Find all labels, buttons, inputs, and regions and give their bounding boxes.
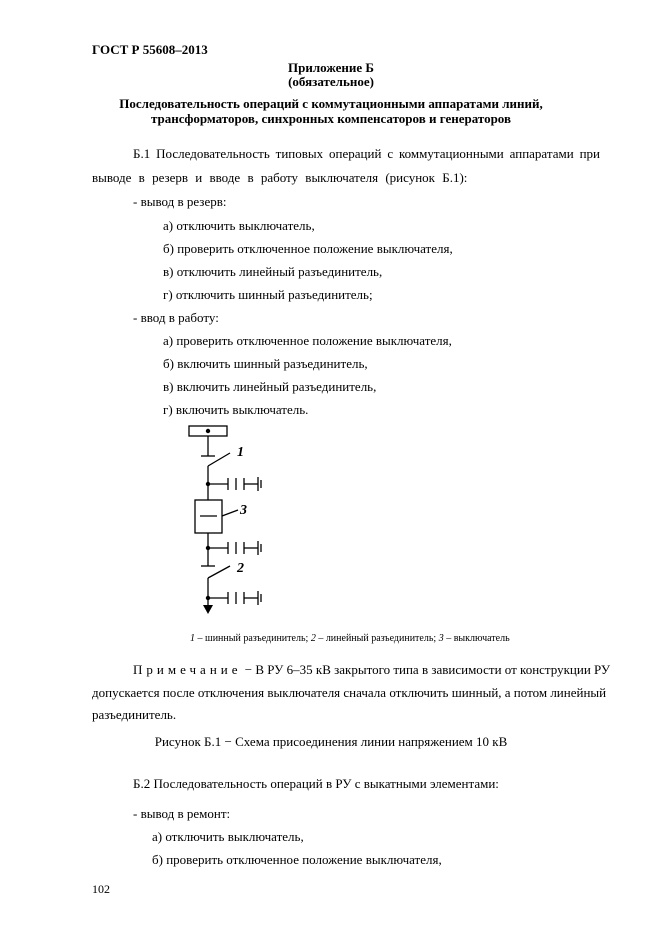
b1-intro-line2: выводе в резерв и вводе в работу выключателя (рисунок Б.1): [92,170,468,185]
page-number: 102 [92,882,110,896]
figure-label-3: 3 [240,503,247,518]
note-line3: разъединитель. [92,707,177,722]
legend-text-2: – линейный разъединитель; [315,633,439,644]
work-item-a: а) проверить отключенное положение выключателя, [163,333,452,348]
b2-intro: Б.2 Последовательность операций в РУ с выкатными элементами: [133,776,499,791]
busbar [189,426,227,436]
line-disconnector-blade [208,566,230,578]
figure-legend [190,633,510,644]
reserve-item-d: г) отключить шинный разъединитель; [163,287,373,302]
note-line2: допускается после отключения выключателя сначала отключить шинный, а потом линейный [92,685,607,700]
work-item-c: в) включить линейный разъединитель, [163,379,377,394]
repair-item-a: а) отключить выключатель, [152,829,304,844]
note-text-1: − В РУ 6–35 кВ закрытого типа в зависимости от конструкции РУ [241,662,611,677]
note-word: Примечание [133,662,242,677]
legend-num-1: 1 [190,633,195,644]
figure-label-2: 2 [237,561,244,576]
reserve-label: - вывод в резерв: [133,194,227,209]
figure-caption: Рисунок Б.1 − Схема присоединения линии напряжением 10 кВ [154,734,508,749]
figure-label-1: 1 [237,445,244,460]
repair-item-b: б) проверить отключенное положение выключателя, [152,852,442,867]
busbar-node [206,429,210,433]
reserve-item-c: в) отключить линейный разъединитель, [163,264,383,279]
legend-num-2: 2 [310,633,316,644]
bus-disconnector-blade [208,453,230,466]
b1-intro-line1: Б.1 Последовательность типовых операций с коммутационными аппаратами при [133,146,600,161]
reserve-item-a: а) отключить выключатель, [163,218,315,233]
line-arrow [203,605,213,614]
legend-text-3: – выключатель [443,633,510,644]
standard-number: ГОСТ Р 55608–2013 [92,42,208,57]
work-item-d: г) включить выключатель. [163,402,309,417]
appendix-heading-line2: трансформаторов, синхронных компенсаторов и генераторов [150,111,512,126]
appendix-heading-line1: Последовательность операций с коммутационными аппаратами линий, [119,96,543,111]
work-label: - ввод в работу: [133,310,219,325]
repair-label: - вывод в ремонт: [133,806,231,821]
legend-text-1: – шинный разъединитель; [195,633,311,644]
legend-num-3: 3 [438,633,444,644]
reserve-item-b: б) проверить отключенное положение выключателя, [163,241,453,256]
appendix-title: Приложение Б [288,60,374,75]
note-line1 [133,662,610,678]
work-item-b: б) включить шинный разъединитель, [163,356,368,371]
appendix-status: (обязательное) [288,74,374,89]
circuit-breaker [195,500,222,533]
